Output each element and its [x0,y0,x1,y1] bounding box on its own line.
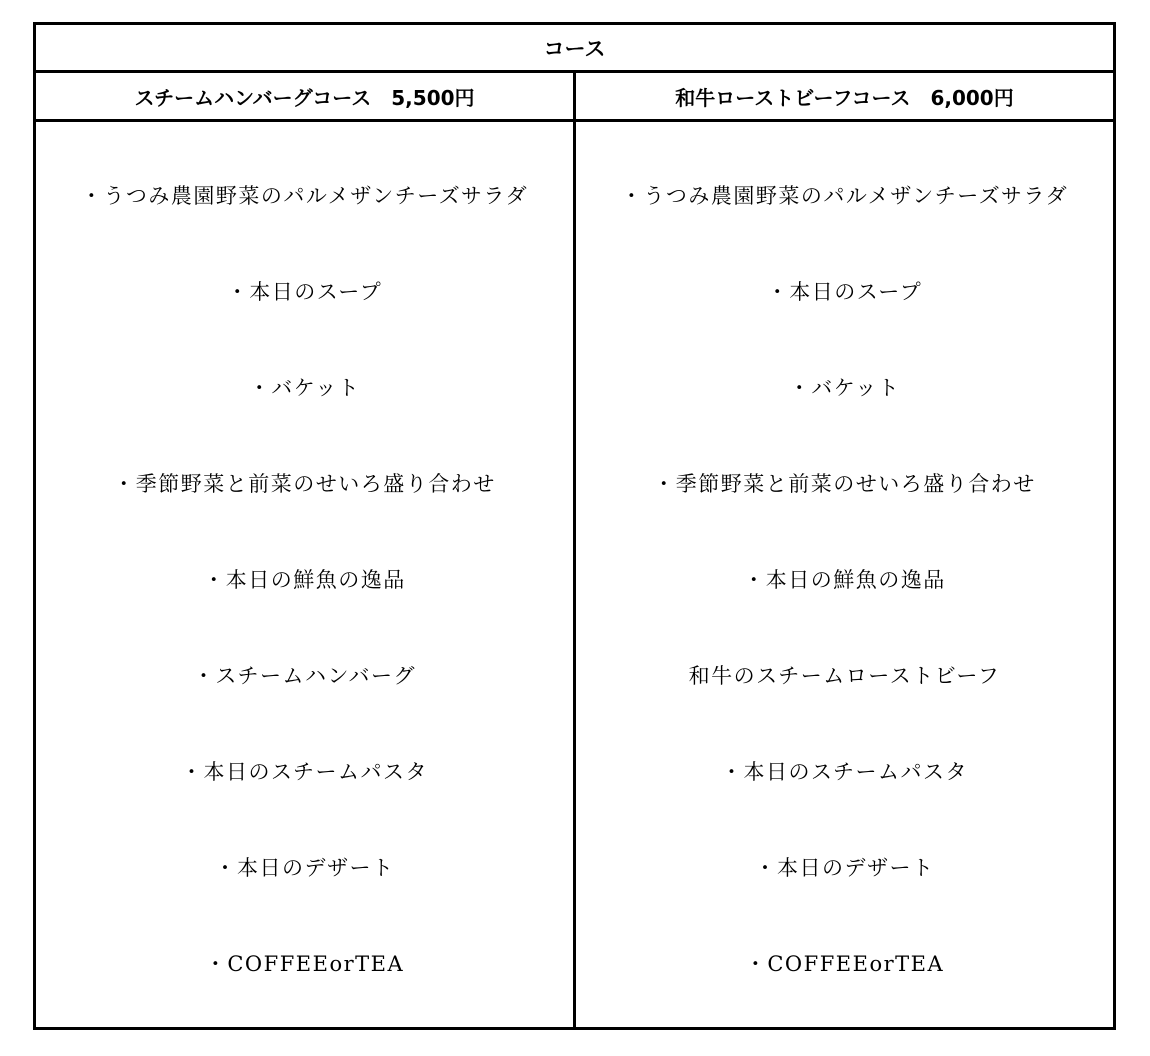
course-heading-roast-beef: 和牛ローストビーフコース 6,000円 [675,85,1014,110]
course-item: 和牛のスチームローストビーフ [688,664,1001,688]
course-item: ・スチームハンバーグ [192,664,417,688]
table-title [36,25,1113,73]
course-item: ・COFFEEorTEA [204,952,405,976]
course-item: ・バケット [248,376,361,400]
course-item: ・本日のデザート [214,856,395,880]
table-body-row [36,122,1113,1027]
course-item: ・本日のスチームパスタ [180,760,429,784]
course-heading-hamburg: スチームハンバーグコース 5,500円 [36,73,576,119]
course-item: ・本日のスープ [766,280,923,304]
course-item-list [36,176,573,1040]
course-item: ・うつみ農園野菜のパルメザンチーズサラダ [620,184,1069,208]
table-header-row [36,73,1113,122]
course-menu-table [33,22,1116,1030]
course-item: ・本日のスープ [226,280,383,304]
course-item: ・COFFEEorTEA [744,952,945,976]
table-title-text: コース [543,36,606,61]
course-item: ・本日のスチームパスタ [720,760,969,784]
course-item: ・本日のデザート [754,856,935,880]
course-item: ・うつみ農園野菜のパルメザンチーズサラダ [80,184,529,208]
course-item: ・季節野菜と前菜のせいろ盛り合わせ [653,472,1036,496]
course-column-roast-beef [576,122,1113,1027]
course-item-list [576,176,1113,1040]
course-item: ・本日の鮮魚の逸品 [203,568,406,592]
course-item: ・バケット [788,376,901,400]
course-item: ・季節野菜と前菜のせいろ盛り合わせ [113,472,496,496]
course-item: ・本日の鮮魚の逸品 [743,568,946,592]
course-column-hamburg [36,122,576,1027]
